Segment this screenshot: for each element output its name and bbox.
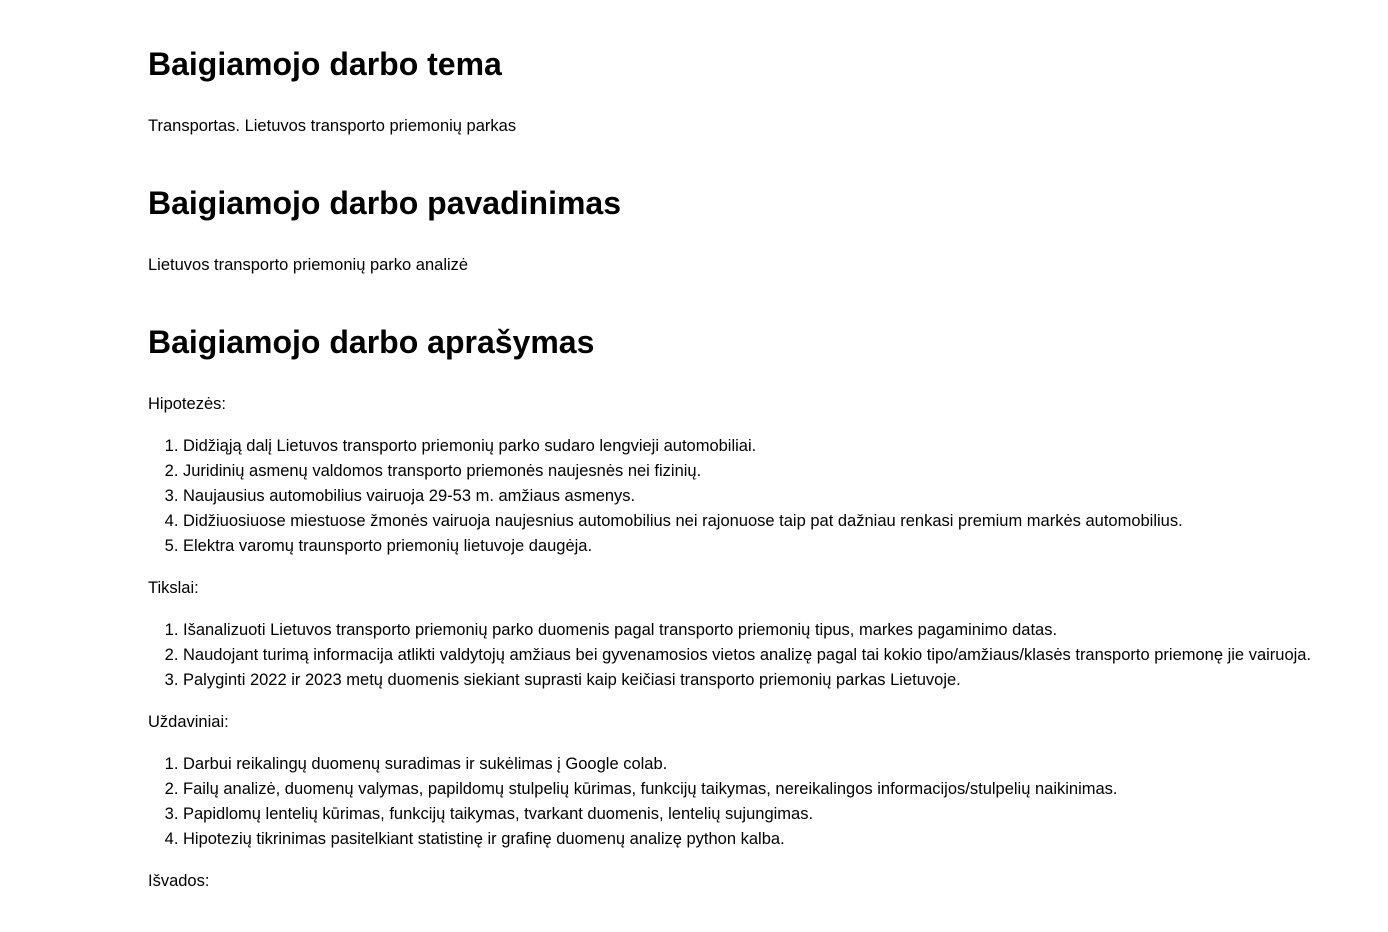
list-item: 1. Išanalizuoti Lietuvos transporto priemonių parko duomenis pagal transporto priemonių tipus, markes pagaminimo datas.: [183, 618, 1318, 643]
heading-tema: Baigiamojo darbo tema: [148, 46, 502, 82]
list-item: 3. Papidlomų lentelių kūrimas, funkcijų taikymas, tvarkant duomenis, lentelių sujungimas.: [183, 802, 1318, 827]
label-tikslai: Tikslai:: [148, 579, 199, 597]
list-item: 2. Naudojant turimą informacija atlikti valdytojų amžiaus bei gyvenamosios vietos analizę pagal tai kokio tipo/amžiaus/klasės transporto priemonę jie vairuoja.: [183, 643, 1318, 668]
heading-aprasymas: Baigiamojo darbo aprašymas: [148, 324, 595, 360]
list-item: 1. Darbui reikalingų duomenų suradimas ir sukėlimas į Google colab.: [183, 752, 1318, 777]
label-isvados: Išvados:: [148, 872, 210, 890]
text-tema: Transportas. Lietuvos transporto priemonių parkas: [148, 117, 517, 135]
list-item: 3. Naujausius automobilius vairuoja 29-53 m. amžiaus asmenys.: [183, 484, 1318, 509]
list-uzdaviniai: [148, 752, 1318, 852]
list-item: 5. Elektra varomų traunsporto priemonių lietuvoje daugėja.: [183, 534, 1318, 559]
label-uzdaviniai: Uždaviniai:: [148, 713, 229, 731]
list-item: 1. Didžiąją dalį Lietuvos transporto priemonių parko sudaro lengvieji automobiliai.: [183, 434, 1318, 459]
label-hipotezes: Hipotezės:: [148, 395, 226, 413]
text-pavadinimas: Lietuvos transporto priemonių parko analizė: [148, 256, 469, 274]
list-item: 2. Failų analizė, duomenų valymas, papildomų stulpelių kūrimas, funkcijų taikymas, nereikalingos informacijos/stulpelių naikinimas.: [183, 777, 1318, 802]
heading-pavadinimas: Baigiamojo darbo pavadinimas: [148, 185, 621, 221]
list-item: 2. Juridinių asmenų valdomos transporto priemonės naujesnės nei fizinių.: [183, 459, 1318, 484]
list-item: 3. Palyginti 2022 ir 2023 metų duomenis siekiant suprasti kaip keičiasi transporto priemonių parkas Lietuvoje.: [183, 668, 1318, 693]
list-tikslai: [148, 618, 1318, 693]
list-item: 4. Didžiuosiuose miestuose žmonės vairuoja naujesnius automobilius nei rajonuose taip pat dažniau renkasi premium markės automobilius.: [183, 509, 1318, 534]
list-hipotezes: [148, 434, 1318, 559]
list-item: 4. Hipotezių tikrinimas pasitelkiant statistinę ir grafinę duomenų analizę python kalba.: [183, 827, 1318, 852]
